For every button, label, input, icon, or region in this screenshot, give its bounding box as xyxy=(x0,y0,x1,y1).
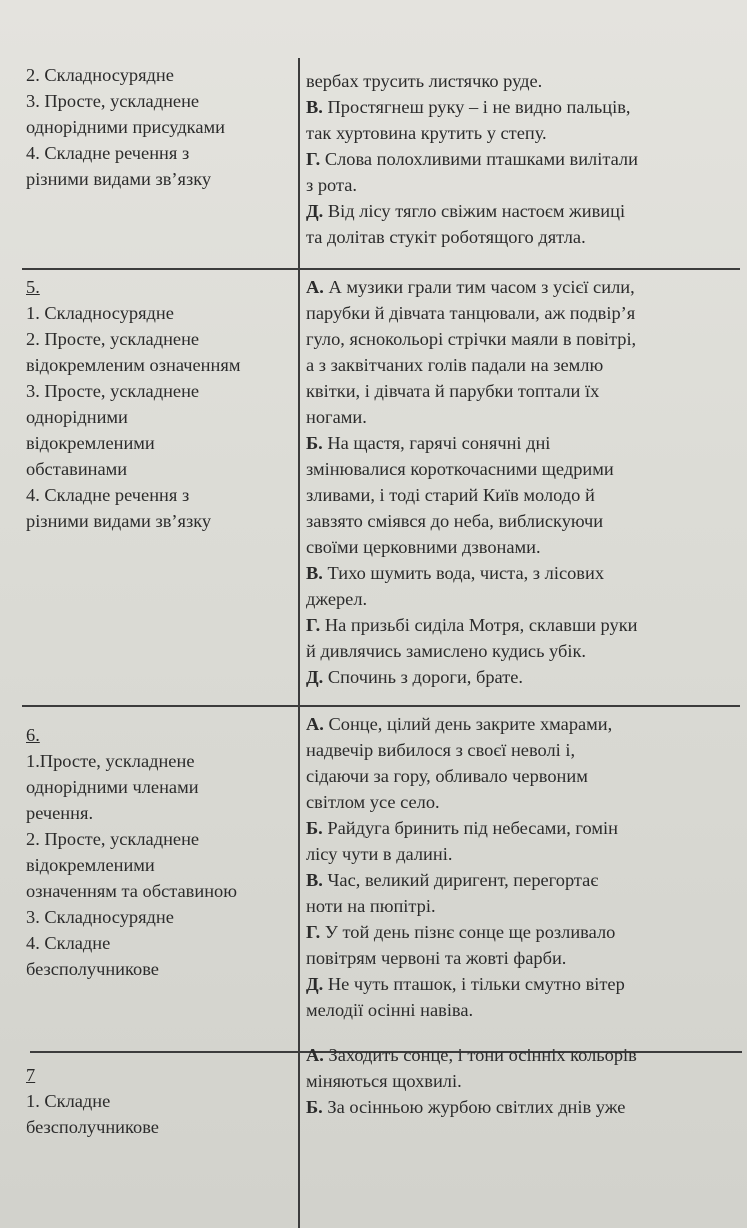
sentence-letter: Д. xyxy=(306,201,324,221)
row-divider-2 xyxy=(22,705,740,707)
sentence-line xyxy=(306,1042,742,1068)
column-divider xyxy=(298,58,300,1228)
sentences-cell xyxy=(306,274,742,690)
sentence-text: джерел. xyxy=(306,589,368,609)
sentence-line xyxy=(306,172,742,198)
sentence-text: У той день пізнє сонце ще розливало xyxy=(320,922,616,942)
sentence-line xyxy=(306,971,742,997)
option-line: речення. xyxy=(26,803,94,823)
sentence-letter: А. xyxy=(306,714,324,734)
sentence-line xyxy=(306,1068,742,1094)
sentence-line xyxy=(306,198,742,224)
sentence-text: своїми церковними дзвонами. xyxy=(306,537,541,557)
sentence-text: так хуртовина крутить у степу. xyxy=(306,123,547,143)
option-line: означенням та обставиною xyxy=(26,881,237,901)
option-line: 2. Складносурядне xyxy=(26,65,174,85)
sentence-text: квітки, і дівчата й парубки топтали їх xyxy=(306,381,600,401)
sentence-text: вербах трусить листячко руде. xyxy=(306,71,543,91)
option-line: 1. Складне xyxy=(26,1091,111,1111)
sentence-line xyxy=(306,378,742,404)
sentence-text: зливами, і тоді старий Київ молодо й xyxy=(306,485,595,505)
sentence-line xyxy=(306,997,742,1023)
option-line: 2. Просте, ускладнене xyxy=(26,829,200,849)
option-line: однорідними xyxy=(26,407,128,427)
sentence-letter: Б. xyxy=(306,818,323,838)
sentence-line xyxy=(306,508,742,534)
sentence-text: Час, великий диригент, перегортає xyxy=(322,870,599,890)
sentence-text: А музики грали тим часом з усієї сили, xyxy=(323,277,635,297)
sentence-text: ногами. xyxy=(306,407,367,427)
option-line: 2. Просте, ускладнене xyxy=(26,329,200,349)
option-line: 1.Просте, ускладнене xyxy=(26,751,195,771)
sentence-line xyxy=(306,711,742,737)
sentence-text: сідаючи за гору, обливало червоним xyxy=(306,766,588,786)
sentence-line xyxy=(306,94,742,120)
option-line: 4. Складне речення з xyxy=(26,143,190,163)
sentence-text: а з заквітчаних голів падали на землю xyxy=(306,355,604,375)
sentence-line xyxy=(306,1094,742,1120)
sentence-line xyxy=(306,789,742,815)
option-line: безсполучникове xyxy=(26,1117,159,1137)
sentence-text: Заходить сонце, і тони осінніх кольорів xyxy=(323,1045,637,1065)
task-options-cell xyxy=(26,274,296,534)
sentence-line xyxy=(306,586,742,612)
sentence-text: та долітав стукіт роботящого дятла. xyxy=(306,227,586,247)
sentence-text: Простягнеш руку – і не видно пальців, xyxy=(322,97,631,117)
sentence-line xyxy=(306,815,742,841)
option-line: однорідними членами xyxy=(26,777,199,797)
sentence-line xyxy=(306,224,742,250)
sentence-text: й дивлячись замислено кудись убік. xyxy=(306,641,587,661)
sentence-line xyxy=(306,893,742,919)
sentence-text: На щастя, гарячі сонячні дні xyxy=(322,433,551,453)
sentences-cell xyxy=(306,1042,742,1120)
sentence-text: За осінньою журбою світлих днів уже xyxy=(322,1097,626,1117)
sentence-line xyxy=(306,534,742,560)
sentence-line xyxy=(306,404,742,430)
sentence-letter: Г. xyxy=(306,922,321,942)
sentence-line xyxy=(306,560,742,586)
option-line: 4. Складне речення з xyxy=(26,485,190,505)
option-line: різними видами зв’язку xyxy=(26,169,212,189)
option-line: відокремленими xyxy=(26,855,155,875)
task-options-cell xyxy=(26,1062,296,1140)
task-number: 5. xyxy=(26,277,40,297)
sentence-line xyxy=(306,300,742,326)
sentence-line xyxy=(306,867,742,893)
sentence-line xyxy=(306,737,742,763)
sentence-letter: Г. xyxy=(306,149,321,169)
sentence-text: з рота. xyxy=(306,175,358,195)
sentence-line xyxy=(306,146,742,172)
option-line: 3. Складносурядне xyxy=(26,907,174,927)
sentence-text: Тихо шумить вода, чиста, з лісових xyxy=(322,563,605,583)
sentence-text: Сонце, цілий день закрите хмарами, xyxy=(323,714,613,734)
sentence-text: мелодії осінні навіва. xyxy=(306,1000,474,1020)
sentence-text: лісу чути в далині. xyxy=(306,844,453,864)
sentence-line xyxy=(306,68,742,94)
sentence-text: Не чуть пташок, і тільки смутно вітер xyxy=(323,974,625,994)
sentence-text: завзято сміявся до неба, виблискуючи xyxy=(306,511,604,531)
sentence-line xyxy=(306,456,742,482)
sentence-line xyxy=(306,612,742,638)
sentence-text: ноти на пюпітрі. xyxy=(306,896,436,916)
sentence-line xyxy=(306,430,742,456)
option-line: однорідними присудками xyxy=(26,117,225,137)
option-line: 1. Складносурядне xyxy=(26,303,174,323)
sentence-text: Від лісу тягло свіжим настоєм живиці xyxy=(323,201,626,221)
sentence-letter: Б. xyxy=(306,1097,323,1117)
sentence-line xyxy=(306,326,742,352)
sentence-text: світлом усе село. xyxy=(306,792,440,812)
sentence-line xyxy=(306,763,742,789)
option-line: 4. Складне xyxy=(26,933,111,953)
sentence-line xyxy=(306,482,742,508)
task-options-cell xyxy=(26,62,296,192)
option-line: обставинами xyxy=(26,459,128,479)
option-line: 3. Просте, ускладнене xyxy=(26,381,200,401)
sentence-text: Спочинь з дороги, брате. xyxy=(323,667,524,687)
sentence-text: міняються щохвилі. xyxy=(306,1071,462,1091)
sentence-letter: Д. xyxy=(306,974,324,994)
sentence-line xyxy=(306,919,742,945)
sentence-text: надвечір вибилося з своєї неволі і, xyxy=(306,740,576,760)
sentence-letter: В. xyxy=(306,563,323,583)
option-line: відокремленим означенням xyxy=(26,355,241,375)
sentence-text: змінювалися короткочасними щедрими xyxy=(306,459,614,479)
sentence-text: повітрям червоні та жовті фарби. xyxy=(306,948,567,968)
sentence-text: гуло, яснокольорі стрічки маяли в повітрі, xyxy=(306,329,637,349)
option-line: 3. Просте, ускладнене xyxy=(26,91,200,111)
sentence-line xyxy=(306,841,742,867)
sentence-letter: А. xyxy=(306,277,324,297)
sentence-line xyxy=(306,274,742,300)
sentence-letter: А. xyxy=(306,1045,324,1065)
sentences-cell xyxy=(306,68,742,250)
sentence-letter: В. xyxy=(306,97,323,117)
sentence-line xyxy=(306,638,742,664)
sentence-letter: Б. xyxy=(306,433,323,453)
sentence-text: Райдуга бринить під небесами, гомін xyxy=(322,818,618,838)
sentence-text: парубки й дівчата танцювали, аж подвір’я xyxy=(306,303,636,323)
sentence-letter: Д. xyxy=(306,667,324,687)
sentence-text: На призьбі сиділа Мотря, склавши руки xyxy=(320,615,638,635)
task-options-cell xyxy=(26,722,296,982)
sentence-line xyxy=(306,120,742,146)
row-divider-1 xyxy=(22,268,740,270)
sentence-letter: Г. xyxy=(306,615,321,635)
sentence-line xyxy=(306,945,742,971)
sentences-cell xyxy=(306,711,742,1023)
sentence-text: Слова полохливими пташками вилітали xyxy=(320,149,638,169)
option-line: безсполучникове xyxy=(26,959,159,979)
option-line: різними видами зв’язку xyxy=(26,511,212,531)
sentence-line xyxy=(306,664,742,690)
sentence-letter: В. xyxy=(306,870,323,890)
sentence-line xyxy=(306,352,742,378)
option-line: відокремленими xyxy=(26,433,155,453)
task-number: 7 xyxy=(26,1065,36,1085)
task-number: 6. xyxy=(26,725,40,745)
